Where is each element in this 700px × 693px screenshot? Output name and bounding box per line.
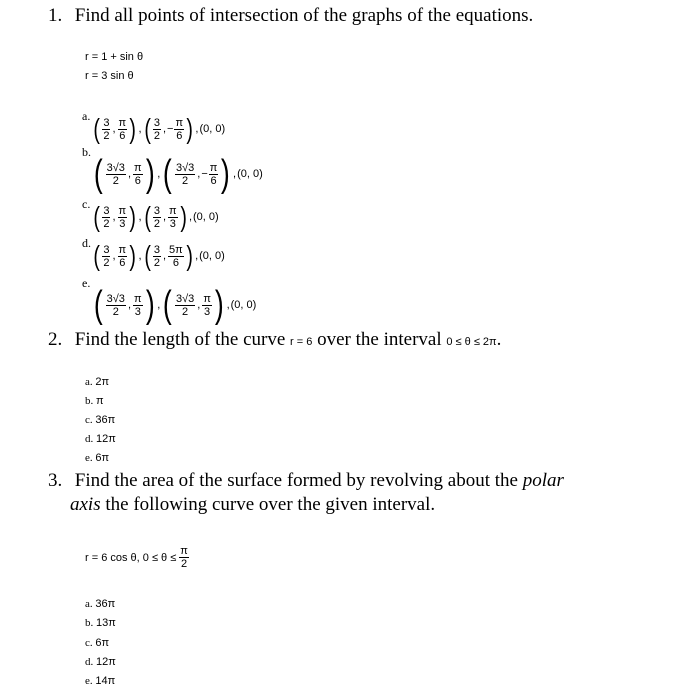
comma: , bbox=[157, 168, 161, 180]
r-fraction-num: 3 bbox=[103, 204, 110, 217]
theta-fraction-num: π bbox=[175, 116, 184, 129]
q1-option-label: c. bbox=[82, 197, 91, 211]
open-paren: ( bbox=[93, 113, 100, 144]
q2-option-value: 12π bbox=[96, 433, 116, 445]
question-3-curve bbox=[85, 545, 190, 570]
theta-fraction-num: 5π bbox=[169, 243, 183, 256]
q2-option-value: 36π bbox=[95, 414, 116, 426]
theta-fraction bbox=[118, 244, 128, 269]
q1-option-label: d. bbox=[82, 236, 91, 250]
question-3-italic-polar: polar bbox=[522, 470, 564, 491]
theta-fraction bbox=[133, 293, 143, 318]
comma: , bbox=[162, 250, 167, 262]
theta-fraction-num: π bbox=[118, 243, 127, 256]
r-fraction-num: 3 bbox=[153, 116, 160, 129]
comma: , bbox=[112, 123, 116, 135]
q1-option-label: b. bbox=[82, 145, 91, 159]
theta-fraction-den: 6 bbox=[210, 174, 217, 187]
q3-option-d bbox=[85, 653, 116, 672]
theta-fraction bbox=[202, 293, 212, 318]
comma: , bbox=[197, 299, 201, 311]
r-fraction bbox=[153, 205, 161, 230]
q1-option-b bbox=[92, 155, 263, 193]
theta-fraction bbox=[118, 205, 128, 230]
close-paren: ) bbox=[214, 284, 224, 326]
close-paren: ) bbox=[186, 113, 193, 144]
r-fraction-den: 2 bbox=[182, 174, 189, 187]
close-paren: ) bbox=[186, 240, 193, 271]
r-fraction-den: 2 bbox=[103, 256, 110, 269]
r-fraction-num: 3 bbox=[153, 243, 160, 256]
q1-option-a bbox=[92, 115, 225, 143]
question-3-text-a: Find the area of the surface formed by revolving about the bbox=[74, 470, 518, 491]
q3-option-c bbox=[85, 634, 109, 653]
r-fraction bbox=[102, 244, 110, 269]
origin-point: (0, 0) bbox=[230, 299, 257, 311]
q2-option-label: e. bbox=[85, 452, 93, 464]
q3-option-label: b. bbox=[85, 617, 94, 630]
comma: , bbox=[195, 250, 199, 262]
question-2-interval: 0 ≤ θ ≤ 2π bbox=[446, 336, 497, 348]
q3-option-value: 6π bbox=[95, 636, 110, 649]
comma: , bbox=[112, 250, 116, 262]
theta-fraction bbox=[209, 162, 219, 187]
q2-option-a bbox=[85, 373, 109, 392]
comma: , bbox=[112, 211, 116, 223]
question-2-text-b: over the interval bbox=[317, 329, 442, 350]
theta-fraction-den: 6 bbox=[172, 256, 179, 269]
comma: , bbox=[162, 123, 167, 135]
q2-option-e bbox=[85, 449, 109, 468]
minus-sign: − bbox=[167, 123, 174, 135]
r-fraction-num: 3 bbox=[103, 116, 110, 129]
q2-option-label: c. bbox=[85, 414, 93, 426]
q3-option-b bbox=[85, 614, 116, 633]
open-paren: ( bbox=[143, 201, 151, 232]
theta-fraction bbox=[168, 244, 184, 269]
r-fraction bbox=[153, 117, 161, 142]
question-2 bbox=[48, 328, 501, 354]
comma: , bbox=[138, 250, 142, 262]
origin-point: (0, 0) bbox=[193, 211, 219, 223]
question-2-curve: r = 6 bbox=[290, 336, 313, 348]
close-paren: ) bbox=[180, 201, 187, 232]
open-paren: ( bbox=[93, 201, 100, 232]
r-fraction bbox=[106, 293, 126, 318]
comma: , bbox=[195, 123, 199, 135]
close-paren: ) bbox=[129, 240, 137, 271]
r-fraction-den: 2 bbox=[182, 305, 189, 318]
close-paren: ) bbox=[129, 113, 137, 144]
q3-option-a bbox=[85, 595, 115, 614]
theta-fraction bbox=[118, 117, 128, 142]
question-1-text: Find all points of intersection of the graphs of the equations. bbox=[74, 5, 534, 26]
comma: , bbox=[138, 123, 142, 135]
q3-option-label: a. bbox=[85, 598, 93, 610]
q1-option-label: a. bbox=[82, 109, 91, 123]
question-2-number: 2. bbox=[48, 329, 63, 350]
r-fraction bbox=[102, 205, 110, 230]
theta-fraction-num: π bbox=[203, 292, 211, 305]
r-fraction bbox=[175, 293, 195, 318]
equation-2: r = 3 sin θ bbox=[85, 70, 134, 82]
r-fraction-num: 3√3 bbox=[175, 292, 195, 305]
q3-option-value: 36π bbox=[95, 598, 116, 610]
r-fraction-den: 2 bbox=[153, 256, 160, 269]
theta-fraction bbox=[133, 162, 143, 187]
comma: , bbox=[197, 168, 201, 180]
equation-1: r = 1 + sin θ bbox=[85, 51, 144, 63]
q2-option-label: d. bbox=[85, 433, 94, 445]
question-1-number: 1. bbox=[48, 5, 63, 26]
question-3-text-b: the following curve over the given interval. bbox=[105, 494, 436, 515]
comma: , bbox=[127, 168, 131, 180]
q3-option-value: 13π bbox=[96, 617, 116, 630]
theta-fraction-den: 6 bbox=[176, 129, 183, 142]
open-paren: ( bbox=[163, 153, 173, 195]
comma: , bbox=[138, 211, 142, 223]
r-fraction-den: 2 bbox=[153, 129, 160, 142]
minus-sign: − bbox=[201, 168, 208, 180]
r-fraction-den: 2 bbox=[112, 305, 119, 318]
r-fraction bbox=[153, 244, 161, 269]
close-paren: ) bbox=[145, 284, 155, 326]
origin-point: (0, 0) bbox=[199, 250, 225, 262]
theta-fraction-num: π bbox=[134, 292, 142, 305]
q3-option-label: d. bbox=[85, 655, 94, 668]
r-fraction bbox=[175, 162, 195, 187]
open-paren: ( bbox=[93, 240, 100, 271]
r-fraction-num: 3√3 bbox=[106, 161, 125, 174]
q3-option-value: 14π bbox=[95, 675, 116, 688]
comma: , bbox=[188, 211, 192, 223]
r-fraction bbox=[102, 117, 110, 142]
theta-fraction-den: 6 bbox=[119, 129, 126, 142]
q2-option-value: π bbox=[96, 395, 104, 407]
theta-fraction-num: π bbox=[134, 161, 142, 174]
q2-option-value: 6π bbox=[95, 452, 110, 464]
q1-option-e bbox=[92, 286, 256, 324]
q3-option-label: e. bbox=[85, 675, 93, 688]
theta-fraction-den: 3 bbox=[134, 305, 141, 318]
close-paren: ) bbox=[129, 201, 137, 232]
r-fraction-den: 2 bbox=[153, 217, 160, 230]
comma: , bbox=[127, 299, 131, 311]
theta-fraction-num: π bbox=[169, 204, 177, 217]
r-fraction-den: 2 bbox=[103, 217, 110, 230]
theta-fraction-num: π bbox=[118, 204, 127, 217]
comma: , bbox=[157, 299, 161, 311]
q3-option-e bbox=[85, 672, 115, 691]
q2-option-label: b. bbox=[85, 395, 94, 407]
r-fraction-num: 3√3 bbox=[175, 161, 195, 174]
q2-option-d bbox=[85, 430, 116, 449]
theta-fraction bbox=[174, 117, 184, 142]
r-fraction-den: 2 bbox=[103, 129, 110, 142]
open-paren: ( bbox=[93, 284, 103, 326]
question-3 bbox=[48, 469, 564, 493]
q1-option-c bbox=[92, 203, 219, 231]
q1-option-d bbox=[92, 242, 225, 270]
q3-option-label: c. bbox=[85, 636, 93, 649]
question-3-number: 3. bbox=[48, 470, 63, 491]
question-2-text-a: Find the length of the curve bbox=[74, 329, 286, 350]
open-paren: ( bbox=[163, 284, 173, 326]
r-fraction-num: 3 bbox=[103, 243, 110, 256]
question-2-end: . bbox=[496, 329, 502, 350]
r-fraction-num: 3 bbox=[153, 204, 160, 217]
theta-fraction-num: π bbox=[118, 116, 127, 129]
close-paren: ) bbox=[221, 153, 231, 195]
question-3-curve-text: r = 6 cos θ, 0 ≤ θ ≤ bbox=[85, 551, 177, 564]
question-3-fraction bbox=[179, 545, 189, 570]
theta-fraction-den: 6 bbox=[134, 174, 141, 187]
question-3-continued bbox=[70, 493, 435, 517]
comma: , bbox=[226, 299, 230, 311]
theta-fraction-num: π bbox=[209, 161, 218, 174]
question-3-frac-num: π bbox=[180, 545, 188, 557]
question-1 bbox=[48, 4, 533, 28]
open-paren: ( bbox=[143, 240, 151, 271]
open-paren: ( bbox=[93, 153, 103, 195]
origin-point: (0, 0) bbox=[199, 123, 226, 135]
q2-option-label: a. bbox=[85, 376, 93, 388]
q2-option-value: 2π bbox=[95, 376, 110, 388]
question-3-italic-axis: axis bbox=[70, 494, 101, 515]
q1-option-label: e. bbox=[82, 276, 91, 290]
theta-fraction-den: 3 bbox=[204, 305, 211, 318]
origin-point: (0, 0) bbox=[237, 168, 263, 180]
open-paren: ( bbox=[143, 113, 151, 144]
close-paren: ) bbox=[145, 153, 155, 195]
q2-option-b bbox=[85, 392, 104, 411]
r-fraction-num: 3√3 bbox=[106, 292, 125, 305]
theta-fraction bbox=[168, 205, 178, 230]
question-3-frac-den: 2 bbox=[181, 558, 188, 570]
comma: , bbox=[233, 168, 237, 180]
comma: , bbox=[162, 211, 167, 223]
theta-fraction-den: 6 bbox=[119, 256, 126, 269]
q3-option-value: 12π bbox=[96, 655, 116, 668]
theta-fraction-den: 3 bbox=[169, 217, 176, 230]
q2-option-c bbox=[85, 411, 115, 430]
r-fraction-den: 2 bbox=[112, 174, 119, 187]
r-fraction bbox=[106, 162, 126, 187]
theta-fraction-den: 3 bbox=[119, 217, 126, 230]
